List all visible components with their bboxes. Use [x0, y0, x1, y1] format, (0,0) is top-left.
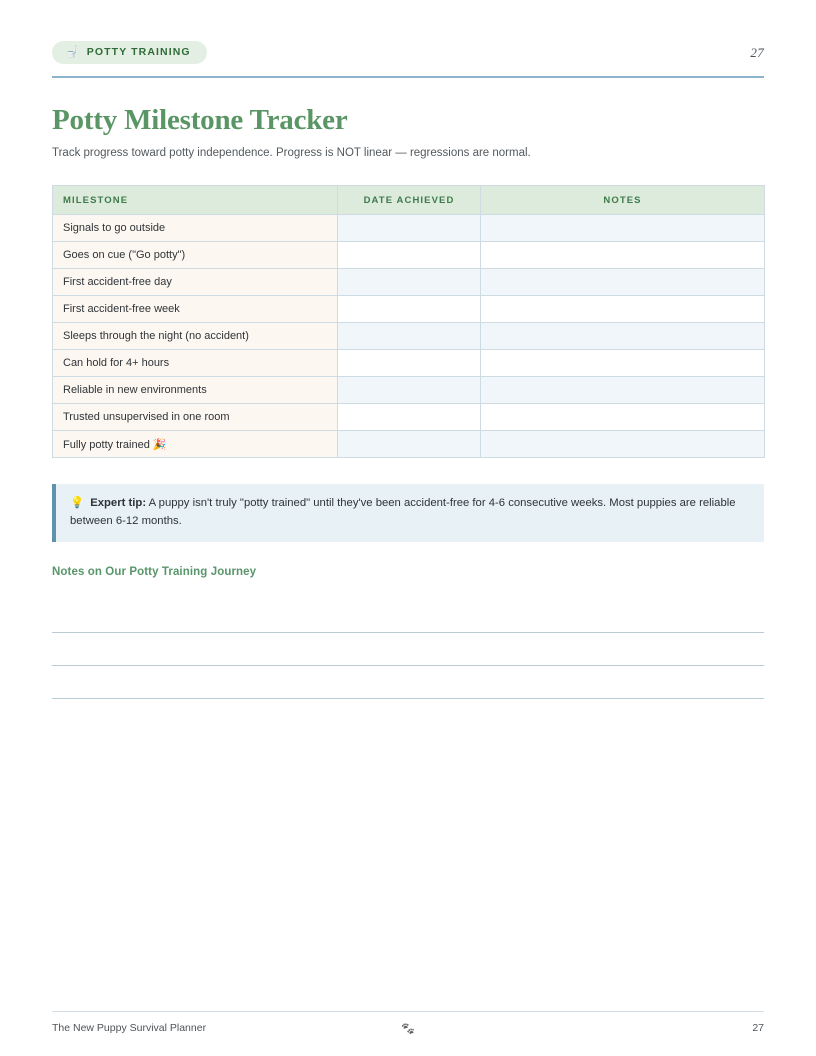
cell-milestone: Signals to go outside: [53, 215, 338, 242]
cell-milestone: Can hold for 4+ hours: [53, 350, 338, 377]
page-footer: [52, 1011, 764, 1034]
cell-milestone: Sleeps through the night (no accident): [53, 323, 338, 350]
column-header-milestone: MILESTONE: [53, 186, 338, 215]
cell-date-achieved[interactable]: [338, 404, 481, 431]
cell-milestone: First accident-free week: [53, 296, 338, 323]
table-row: [53, 431, 765, 458]
table-row: [53, 404, 765, 431]
cell-date-achieved[interactable]: [338, 269, 481, 296]
cell-date-achieved[interactable]: [338, 323, 481, 350]
cell-milestone: Fully potty trained 🎉: [53, 431, 338, 458]
cell-date-achieved[interactable]: [338, 377, 481, 404]
cell-date-achieved[interactable]: [338, 350, 481, 377]
header-page-number: 27: [750, 44, 764, 60]
table-row: [53, 296, 765, 323]
section-badge-label: POTTY TRAINING: [86, 46, 191, 59]
table-row: [53, 269, 765, 296]
cell-milestone: Trusted unsupervised in one room: [53, 404, 338, 431]
notes-line[interactable]: [52, 666, 764, 699]
notes-section-heading: Notes on Our Potty Training Journey: [52, 566, 257, 579]
milestone-tracker-table: [52, 185, 765, 458]
footer-divider: [52, 1011, 764, 1012]
cell-notes[interactable]: [481, 269, 765, 296]
cell-milestone: First accident-free day: [53, 269, 338, 296]
header-divider: [52, 76, 764, 78]
table-row: [53, 323, 765, 350]
section-badge: [52, 41, 207, 64]
table-head: [53, 186, 765, 215]
footer-book-title: The New Puppy Survival Planner: [52, 1022, 207, 1034]
paw-prints-icon: 🐾: [401, 1023, 415, 1035]
cell-date-achieved[interactable]: [338, 296, 481, 323]
cell-notes[interactable]: [481, 323, 765, 350]
table-body: [53, 215, 765, 458]
lightbulb-icon: 💡: [70, 497, 85, 510]
cell-notes[interactable]: [481, 404, 765, 431]
page-header: [52, 0, 764, 64]
cell-date-achieved[interactable]: [338, 242, 481, 269]
cell-notes[interactable]: [481, 242, 765, 269]
column-header-date-achieved: DATE ACHIEVED: [338, 186, 481, 215]
callout-text: A puppy isn't truly "potty trained" until they've been accident-free for 4-6 consecutive weeks. Most puppies are reliable between 6-12 months.: [70, 497, 736, 527]
page-title: Potty Milestone Tracker: [52, 104, 348, 136]
footer-page-number: 27: [752, 1022, 764, 1034]
notes-line[interactable]: [52, 633, 764, 666]
cell-date-achieved[interactable]: [338, 431, 481, 458]
table-row: [53, 242, 765, 269]
page-subtitle: Track progress toward potty independence. Progress is NOT linear — regressions are normal.: [52, 147, 531, 160]
cell-milestone: Goes on cue ("Go potty"): [53, 242, 338, 269]
cell-notes[interactable]: [481, 350, 765, 377]
table-row: [53, 215, 765, 242]
cell-milestone: Reliable in new environments: [53, 377, 338, 404]
cell-notes[interactable]: [481, 377, 765, 404]
callout-label: Expert tip:: [90, 497, 147, 510]
cell-notes[interactable]: [481, 296, 765, 323]
table-header-row: [53, 186, 765, 215]
toilet-icon: 🚽: [65, 46, 80, 58]
notes-writing-lines[interactable]: [52, 600, 764, 699]
table-row: [53, 377, 765, 404]
cell-notes[interactable]: [481, 431, 765, 458]
cell-notes[interactable]: [481, 215, 765, 242]
column-header-notes: NOTES: [481, 186, 765, 215]
title-block: [52, 104, 764, 161]
footer-row: [52, 1022, 764, 1034]
cell-date-achieved[interactable]: [338, 215, 481, 242]
notes-line[interactable]: [52, 600, 764, 633]
table-row: [53, 350, 765, 377]
expert-tip-callout: [52, 484, 764, 542]
